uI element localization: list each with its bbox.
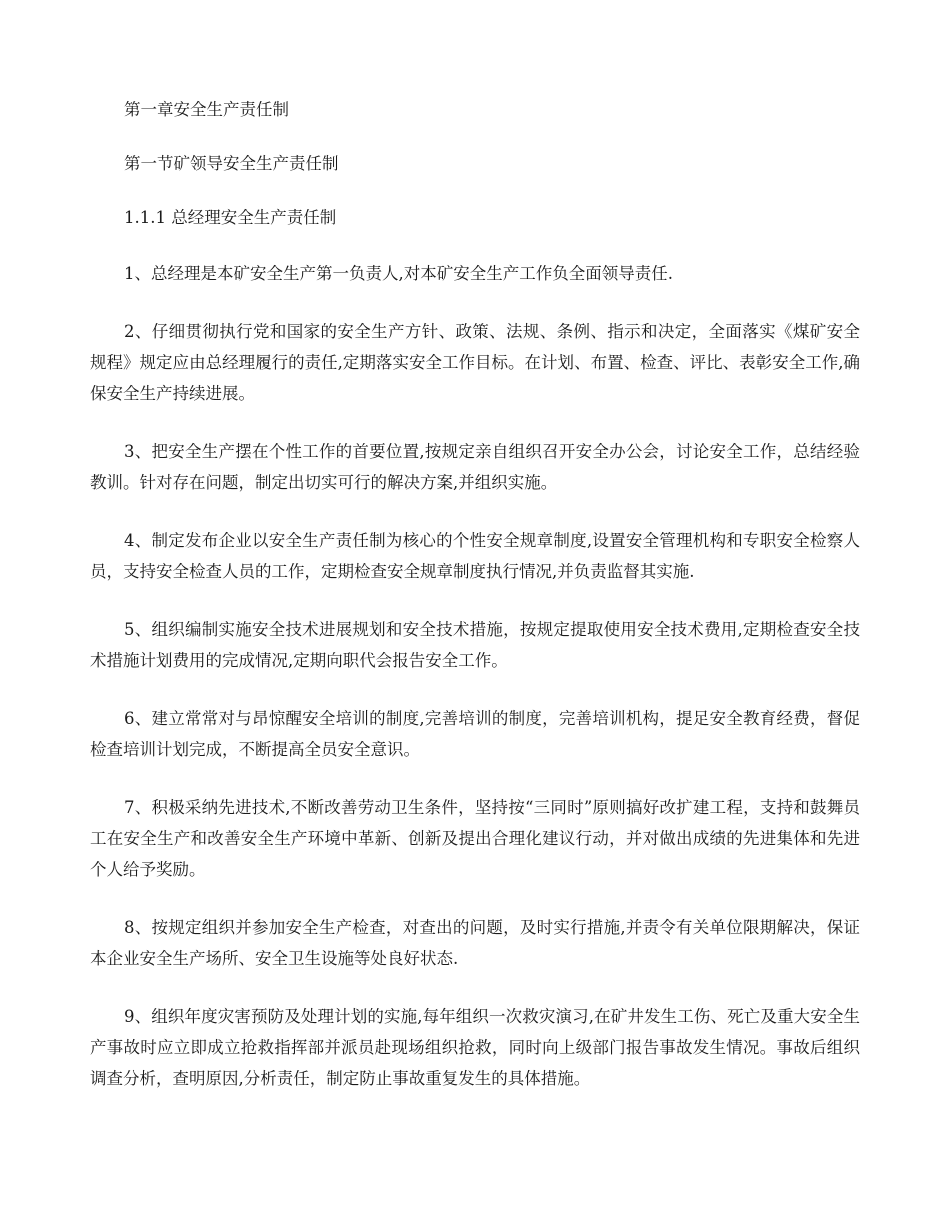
paragraph-5: 5、组织编制实施安全技术进展规划和安全技术措施，按规定提取使用安全技术费用,定期检查安全技术措施计划费用的完成情况,定期向职代会报告安全工作。 [90, 620, 860, 670]
document-page [90, 96, 860, 1121]
paragraph-8: 8、按规定组织并参加安全生产检查，对查出的问题，及时实行措施,并责令有关单位限期解决，保证本企业安全生产场所、安全卫生设施等处良好状态. [90, 918, 860, 968]
paragraph-3: 3、把安全生产摆在个性工作的首要位置,按规定亲自组织召开安全办公会，讨论安全工作，总结经验教训。针对存在问题，制定出切实可行的解决方案,并组织实施。 [90, 442, 860, 492]
paragraph-9: 9、组织年度灾害预防及处理计划的实施,每年组织一次救灾演习,在矿井发生工伤、死亡及重大安全生产事故时应立即成立抢救指挥部并派员赴现场组织抢救，同时向上级部门报告事故发生情况。事故后组织调查分析，查明原因,分析责任，制定防止事故重复发生的具体措施。 [90, 1007, 860, 1088]
paragraph-4: 4、制定发布企业以安全生产责任制为核心的个性安全规章制度,设置安全管理机构和专职安全检察人员，支持安全检查人员的工作，定期检查安全规章制度执行情况,并负责监督其实施. [90, 531, 860, 581]
paragraph-7: 7、积极采纳先进技术,不断改善劳动卫生条件，坚持按“三同时”原则搞好改扩建工程，支持和鼓舞员工在安全生产和改善安全生产环境中革新、创新及提出合理化建议行动，并对做出成绩的先进集体和先进个人给予奖励。 [90, 798, 860, 879]
chapter-title: 第一章安全生产责任制 [124, 100, 289, 119]
paragraph-6: 6、建立常常对与昂惊醒安全培训的制度,完善培训的制度，完善培训机构，提足安全教育经费，督促检查培训计划完成，不断提高全员安全意识。 [90, 709, 860, 759]
section-title: 第一节矿领导安全生产责任制 [124, 154, 339, 173]
paragraph-2: 2、仔细贯彻执行党和国家的安全生产方针、政策、法规、条例、指示和决定，全面落实《煤矿安全规程》规定应由总经理履行的责任,定期落实安全工作目标。在计划、布置、检查、评比、表彰安全工作,确保安全生产持续进展。 [90, 322, 860, 403]
paragraph-1: 1、总经理是本矿安全生产第一负责人,对本矿安全生产工作负全面领导责任. [124, 264, 673, 283]
subsection-title: 1.1.1 总经理安全生产责任制 [124, 208, 337, 227]
